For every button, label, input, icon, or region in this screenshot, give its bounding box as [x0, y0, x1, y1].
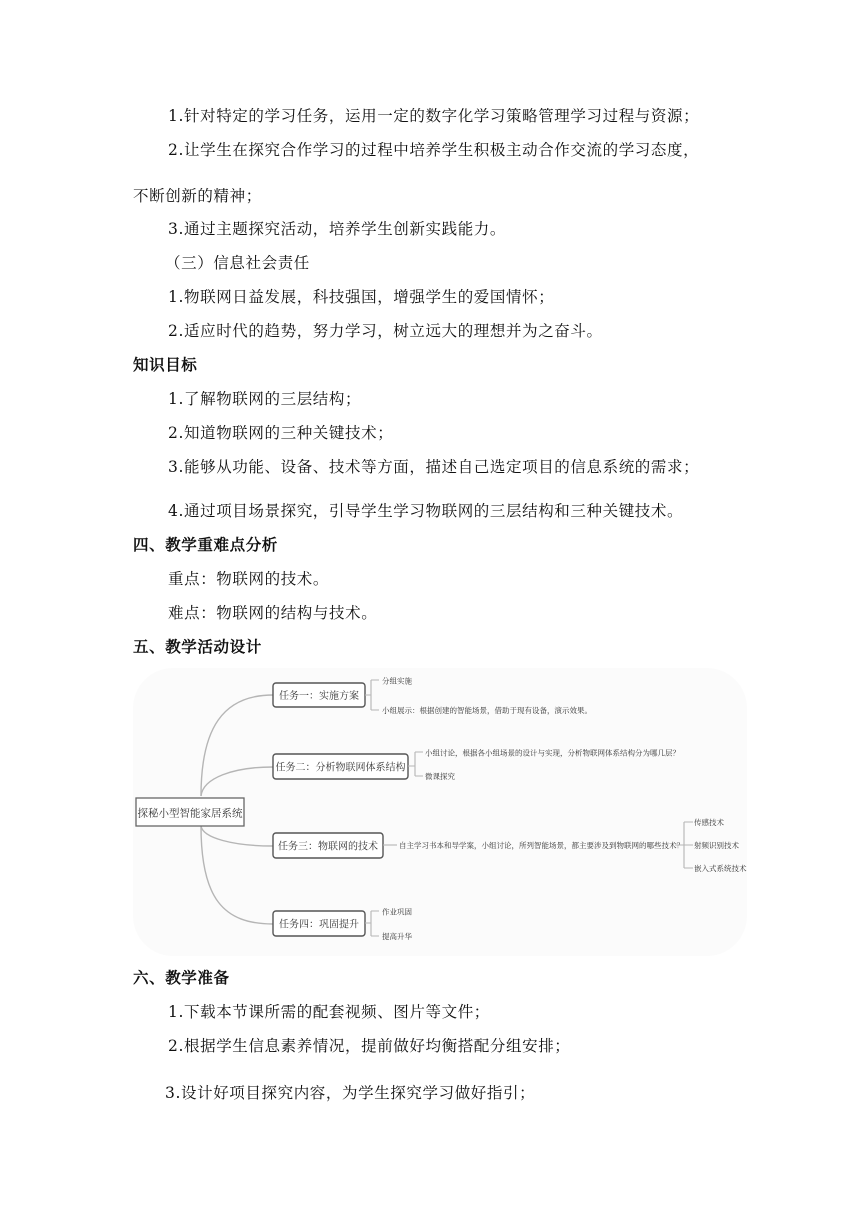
mindmap-root-label: 探秘小型智能家居系统	[137, 807, 243, 820]
mindmap-item: 小组展示：根据创建的智能场景，借助于现有设备，演示效果。	[382, 706, 592, 715]
mindmap-item: 微课探究	[425, 772, 455, 781]
mindmap-item: 作业巩固	[382, 907, 412, 917]
section-heading: 六、教学准备	[133, 969, 230, 987]
objective-line-continued: 不断创新的精神；	[133, 187, 262, 205]
knowledge-line: 2.知道物联网的三种关键技术；	[168, 424, 394, 442]
preparation-line: 1.下载本节课所需的配套视频、图片等文件；	[168, 1003, 490, 1021]
mindmap-item: 自主学习书本和导学案，小组讨论，所列智能场景，都主要涉及到物联网的哪些技术？	[399, 841, 684, 850]
objective-line: 2.适应时代的趋势，努力学习，树立远大的理想并为之奋斗。	[168, 322, 603, 340]
difficult-point-line: 难点：物联网的结构与技术。	[168, 604, 378, 622]
preparation-line: 3.设计好项目探究内容，为学生探究学习做好指引；	[165, 1084, 536, 1102]
mindmap-item: 小组讨论，根据各小组场景的设计与实现，分析物联网体系结构分为哪几层？	[425, 748, 680, 758]
mindmap-subitem: 传感技术	[694, 818, 724, 827]
section-heading: 五、教学活动设计	[133, 638, 262, 656]
mindmap-task-label: 任务四：巩固提升	[279, 919, 359, 931]
objective-line: 1.物联网日益发展，科技强国，增强学生的爱国情怀；	[168, 288, 555, 306]
mindmap-task-label: 任务一：实施方案	[279, 691, 359, 702]
key-point-line: 重点：物联网的技术。	[168, 570, 330, 588]
mindmap-task-label: 任务三：物联网的技术	[278, 841, 378, 853]
objective-line: 1.针对特定的学习任务，运用一定的数字化学习策略管理学习过程与资源；	[168, 107, 700, 125]
knowledge-goals-heading: 知识目标	[133, 356, 198, 374]
mindmap-subitem: 射频识别技术	[694, 841, 739, 850]
objective-line: 3.通过主题探究活动，培养学生创新实践能力。	[168, 220, 506, 238]
activity-mindmap	[133, 668, 747, 956]
mindmap-task-label: 任务二：分析物联网体系结构	[275, 762, 406, 774]
knowledge-line: 1.了解物联网的三层结构；	[168, 390, 362, 408]
mindmap-subitem: 嵌入式系统技术	[694, 864, 747, 873]
knowledge-line: 4.通过项目场景探究，引导学生学习物联网的三层结构和三种关键技术。	[168, 502, 684, 520]
subsection-title: （三）信息社会责任	[165, 254, 310, 272]
section-heading: 四、教学重难点分析	[133, 536, 278, 554]
preparation-line: 2.根据学生信息素养情况，提前做好均衡搭配分组安排；	[168, 1037, 571, 1055]
mindmap-item: 提高升华	[382, 932, 412, 941]
mindmap-item: 分组实施	[382, 676, 412, 686]
objective-line: 2.让学生在探究合作学习的过程中培养学生积极主动合作交流的学习态度，	[168, 141, 700, 159]
knowledge-line: 3.能够从功能、设备、技术等方面，描述自己选定项目的信息系统的需求；	[168, 458, 700, 476]
